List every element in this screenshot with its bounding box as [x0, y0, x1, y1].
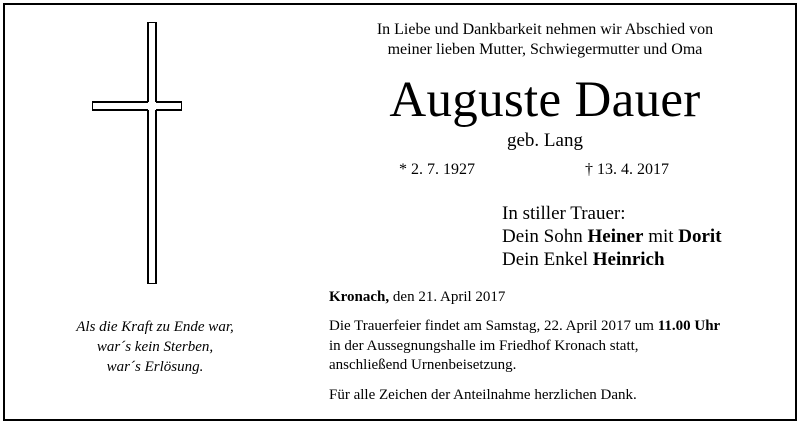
thanks-text: Für alle Zeichen der Anteilnahme herzlichen Dank. — [329, 387, 637, 403]
mourner-name: Heinrich — [592, 249, 665, 270]
mourners-block — [502, 202, 722, 271]
intro-text — [318, 20, 772, 60]
dateline — [329, 288, 505, 307]
birth-date: * 2. 7. 1927 — [399, 161, 475, 178]
mourner-name: Heiner — [587, 226, 644, 247]
mourner-connector: mit — [643, 226, 679, 247]
poem-line: war´s Erlösung. — [106, 359, 204, 375]
poem — [40, 317, 270, 377]
deceased-name: Auguste Dauer — [389, 72, 701, 128]
service-line: anschließend Urnenbeisetzung. — [329, 357, 517, 373]
mourner-line — [502, 225, 722, 248]
mourner-relation: Dein Sohn — [502, 226, 588, 247]
service-line — [329, 317, 769, 337]
poem-line: war´s kein Sterben, — [96, 339, 214, 355]
dateline-place: Kronach, — [329, 289, 390, 305]
dateline-date: den 21. April 2017 — [389, 289, 506, 305]
intro-line: meiner lieben Mutter, Schwiegermutter und Oma — [387, 41, 703, 58]
funeral-service-info — [329, 317, 769, 376]
cross-icon — [92, 22, 182, 284]
mourners-heading: In stiller Trauer: — [502, 203, 626, 224]
mourner-relation: Dein Enkel — [502, 249, 593, 270]
service-text: Die Trauerfeier findet am Samstag, 22. April 2017 um — [329, 318, 658, 334]
poem-line: Als die Kraft zu Ende war, — [76, 319, 234, 335]
service-time: 11.00 Uhr — [657, 318, 721, 334]
death-date: † 13. 4. 2017 — [585, 161, 669, 178]
service-line: in der Aussegnungshalle im Friedhof Kronach statt, — [329, 337, 639, 354]
intro-line: In Liebe und Dankbarkeit nehmen wir Abschied von — [376, 21, 714, 38]
maiden-name: geb. Lang — [507, 130, 583, 151]
mourner-partner-name: Dorit — [678, 226, 722, 247]
mourner-line — [502, 248, 722, 271]
